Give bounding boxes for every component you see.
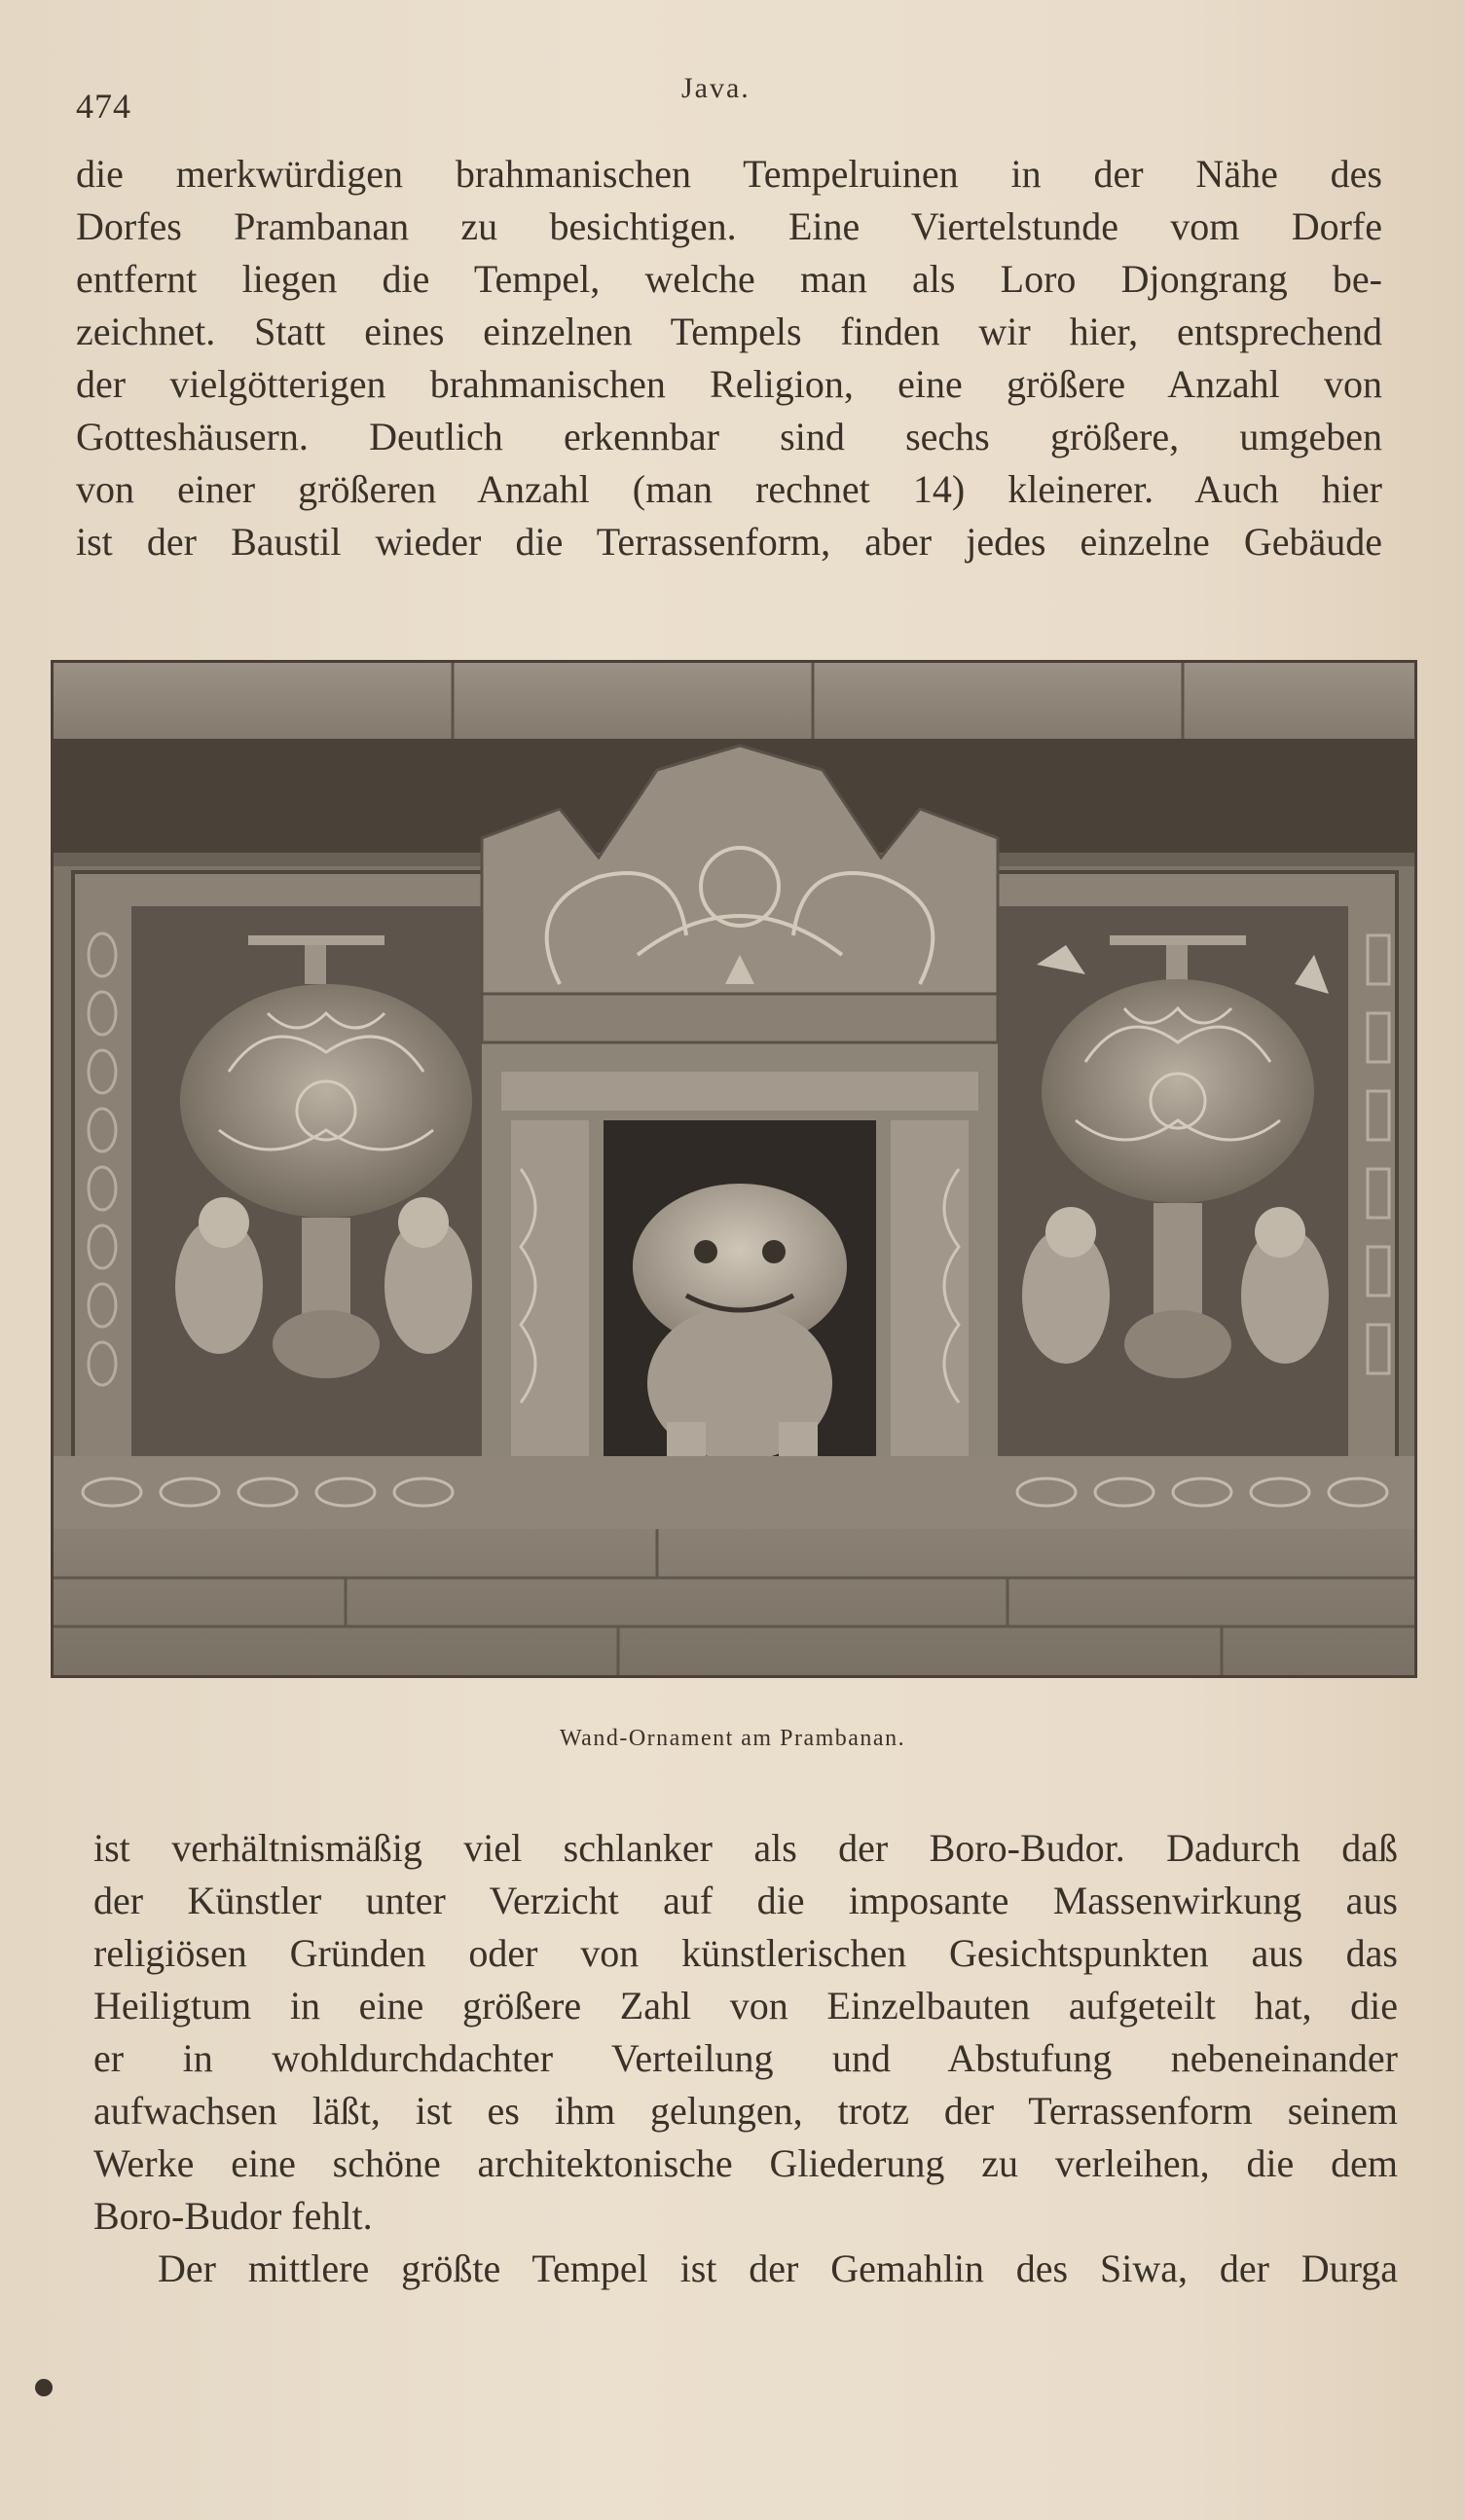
text-line: ist verhältnismäßig viel schlanker als der Boro-Budor. Dadurch daß	[93, 1826, 1398, 1870]
text-line: der vielgötterigen brahmanischen Religion, eine größere Anzahl von	[76, 362, 1382, 406]
text-line: Werke eine schöne architektonische Gliederung zu verleihen, die dem	[93, 2141, 1398, 2185]
text-line: Dorfes Prambanan zu besichtigen. Eine Viertelstunde vom Dorfe	[76, 204, 1382, 248]
paragraph-last	[93, 2243, 1398, 2295]
text-line: von einer größeren Anzahl (man rechnet 14) kleinerer. Auch hier	[76, 467, 1382, 511]
text-line: entfernt liegen die Tempel, welche man als Loro Djongrang be-	[76, 257, 1382, 301]
running-title: Java.	[681, 72, 751, 104]
ink-speck	[35, 2379, 53, 2396]
paragraph-bottom	[93, 1822, 1398, 2243]
figure-caption: Wand-Ornament am Prambanan.	[559, 1726, 906, 1751]
text-line: aufwachsen läßt, ist es ihm gelungen, trotz der Terrassenform seinem	[93, 2089, 1398, 2133]
text-line: Heiligtum in eine größere Zahl von Einzelbauten aufgeteilt hat, die	[93, 1984, 1398, 2027]
text-line: Boro-Budor fehlt.	[93, 2194, 373, 2238]
wall-ornament-illustration	[54, 663, 1414, 1675]
text-line: die merkwürdigen brahmanischen Tempelruinen in der Nähe des	[76, 152, 1382, 196]
page-number: 474	[76, 87, 131, 126]
text-line: Gotteshäusern. Deutlich erkennbar sind sechs größere, umgeben	[76, 415, 1382, 458]
text-line: der Künstler unter Verzicht auf die imposante Massenwirkung aus	[93, 1879, 1398, 1922]
relief-photograph	[51, 660, 1417, 1678]
text-line: Der mittlere größte Tempel ist der Gemahlin des Siwa, der Durga	[158, 2246, 1398, 2290]
text-line: zeichnet. Statt eines einzelnen Tempels finden wir hier, entsprechend	[76, 310, 1382, 353]
paragraph-top	[76, 148, 1382, 568]
text-line: religiösen Gründen oder von künstlerischen Gesichtspunkten aus das	[93, 1931, 1398, 1975]
text-line: er in wohldurchdachter Verteilung und Abstufung nebeneinander	[93, 2036, 1398, 2080]
text-line: ist der Baustil wieder die Terrassenform, aber jedes einzelne Gebäude	[76, 520, 1382, 564]
